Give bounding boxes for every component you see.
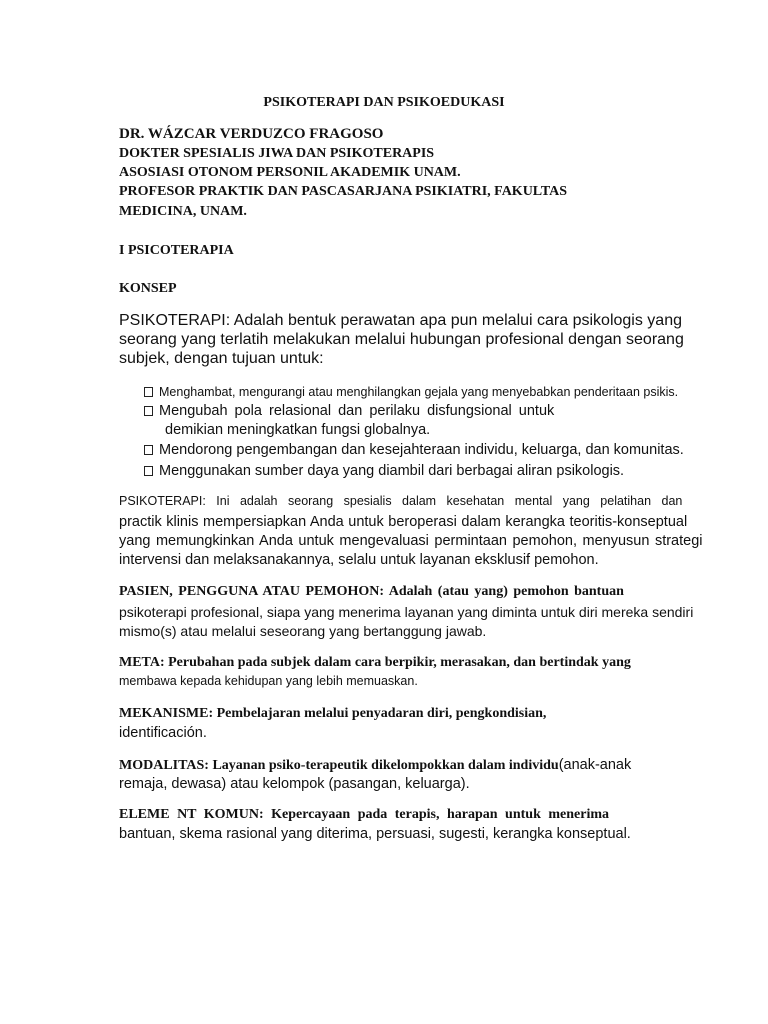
definition-line-2: seorang yang terlatih melakukan melalui hubungan profesional dengan seorang xyxy=(119,331,684,348)
bullet-box-icon xyxy=(144,445,153,455)
author-line-3: PROFESOR PRAKTIK DAN PASCASARJANA PSIKIATRI, FAKULTAS xyxy=(119,184,568,199)
section-heading: I PSICOTERAPIA xyxy=(119,243,234,258)
meta-line-1: META: Perubahan pada subjek dalam cara berpikir, merasakan, dan bertindak yang xyxy=(119,655,631,670)
document-title: PSIKOTERAPI DAN PSIKOEDUKASI xyxy=(263,95,505,110)
bullet-box-icon xyxy=(144,387,153,397)
psikoterapis-line-4: intervensi dan melaksanakannya, selalu untuk layanan eksklusif pemohon. xyxy=(119,552,599,568)
definition-line-3: subjek, dengan tujuan untuk: xyxy=(119,350,324,367)
konsep-heading: KONSEP xyxy=(119,281,177,296)
psikoterapis-line-1: PSIKOTERAPI: Ini adalah seorang spesialis dalam kesehatan mental yang pelatihan dan xyxy=(119,494,683,508)
bullet-box-icon xyxy=(144,406,153,416)
psikoterapis-line-2: practik klinis mempersiapkan Anda untuk beroperasi dalam kerangka teoritis-konseptual xyxy=(119,514,688,530)
meta-line-2: membawa kepada kehidupan yang lebih memuaskan. xyxy=(119,674,418,688)
mekanisme-line-1: MEKANISME: Pembelajaran melalui penyadaran diri, pengkondisian, xyxy=(119,706,547,721)
eleme-line-1: ELEME NT KOMUN: Kepercayaan pada terapis, harapan untuk menerima xyxy=(119,807,610,822)
pasien-line-2: psikoterapi profesional, siapa yang menerima layanan yang diminta untuk diri mereka sendiri xyxy=(119,604,694,620)
psikoterapis-line-3: yang memungkinkan Anda untuk mengevaluasi permintaan pemohon, menyusun strategi xyxy=(119,533,703,549)
author-line-1: DOKTER SPESIALIS JIWA DAN PSIKOTERAPIS xyxy=(119,146,435,161)
list-item: Mengubah pola relasional dan perilaku disfungsional untuk xyxy=(144,404,554,419)
author-name: DR. WÁZCAR VERDUZCO FRAGOSO xyxy=(119,126,384,142)
list-item: Menggunakan sumber daya yang diambil dari berbagai aliran psikologis. xyxy=(144,464,624,479)
list-item-continuation: demikian meningkatkan fungsi globalnya. xyxy=(165,422,431,438)
list-item: Menghambat, mengurangi atau menghilangkan gejala yang menyebabkan penderitaan psikis. xyxy=(144,386,678,399)
pasien-line-3: mismo(s) atau melalui seseorang yang bertanggung jawab. xyxy=(119,623,487,639)
author-line-2: ASOSIASI OTONOM PERSONIL AKADEMIK UNAM. xyxy=(119,165,461,180)
modalitas-line-1: MODALITAS: Layanan psiko-terapeutik dikelompokkan dalam individu(anak-anak xyxy=(119,757,632,773)
bullet-box-icon xyxy=(144,466,153,476)
modalitas-line-2: remaja, dewasa) atau kelompok (pasangan, keluarga). xyxy=(119,776,470,792)
definition-line-1: PSIKOTERAPI: Adalah bentuk perawatan apa pun melalui cara psikologis yang xyxy=(119,312,682,329)
eleme-line-2: bantuan, skema rasional yang diterima, persuasi, sugesti, kerangka konseptual. xyxy=(119,826,631,842)
list-item: Mendorong pengembangan dan kesejahteraan individu, keluarga, dan komunitas. xyxy=(144,443,684,458)
author-line-4: MEDICINA, UNAM. xyxy=(119,204,247,219)
mekanisme-line-2: identificación. xyxy=(119,725,207,741)
pasien-line-1: PASIEN, PENGGUNA ATAU PEMOHON: Adalah (atau yang) pemohon bantuan xyxy=(119,584,624,599)
